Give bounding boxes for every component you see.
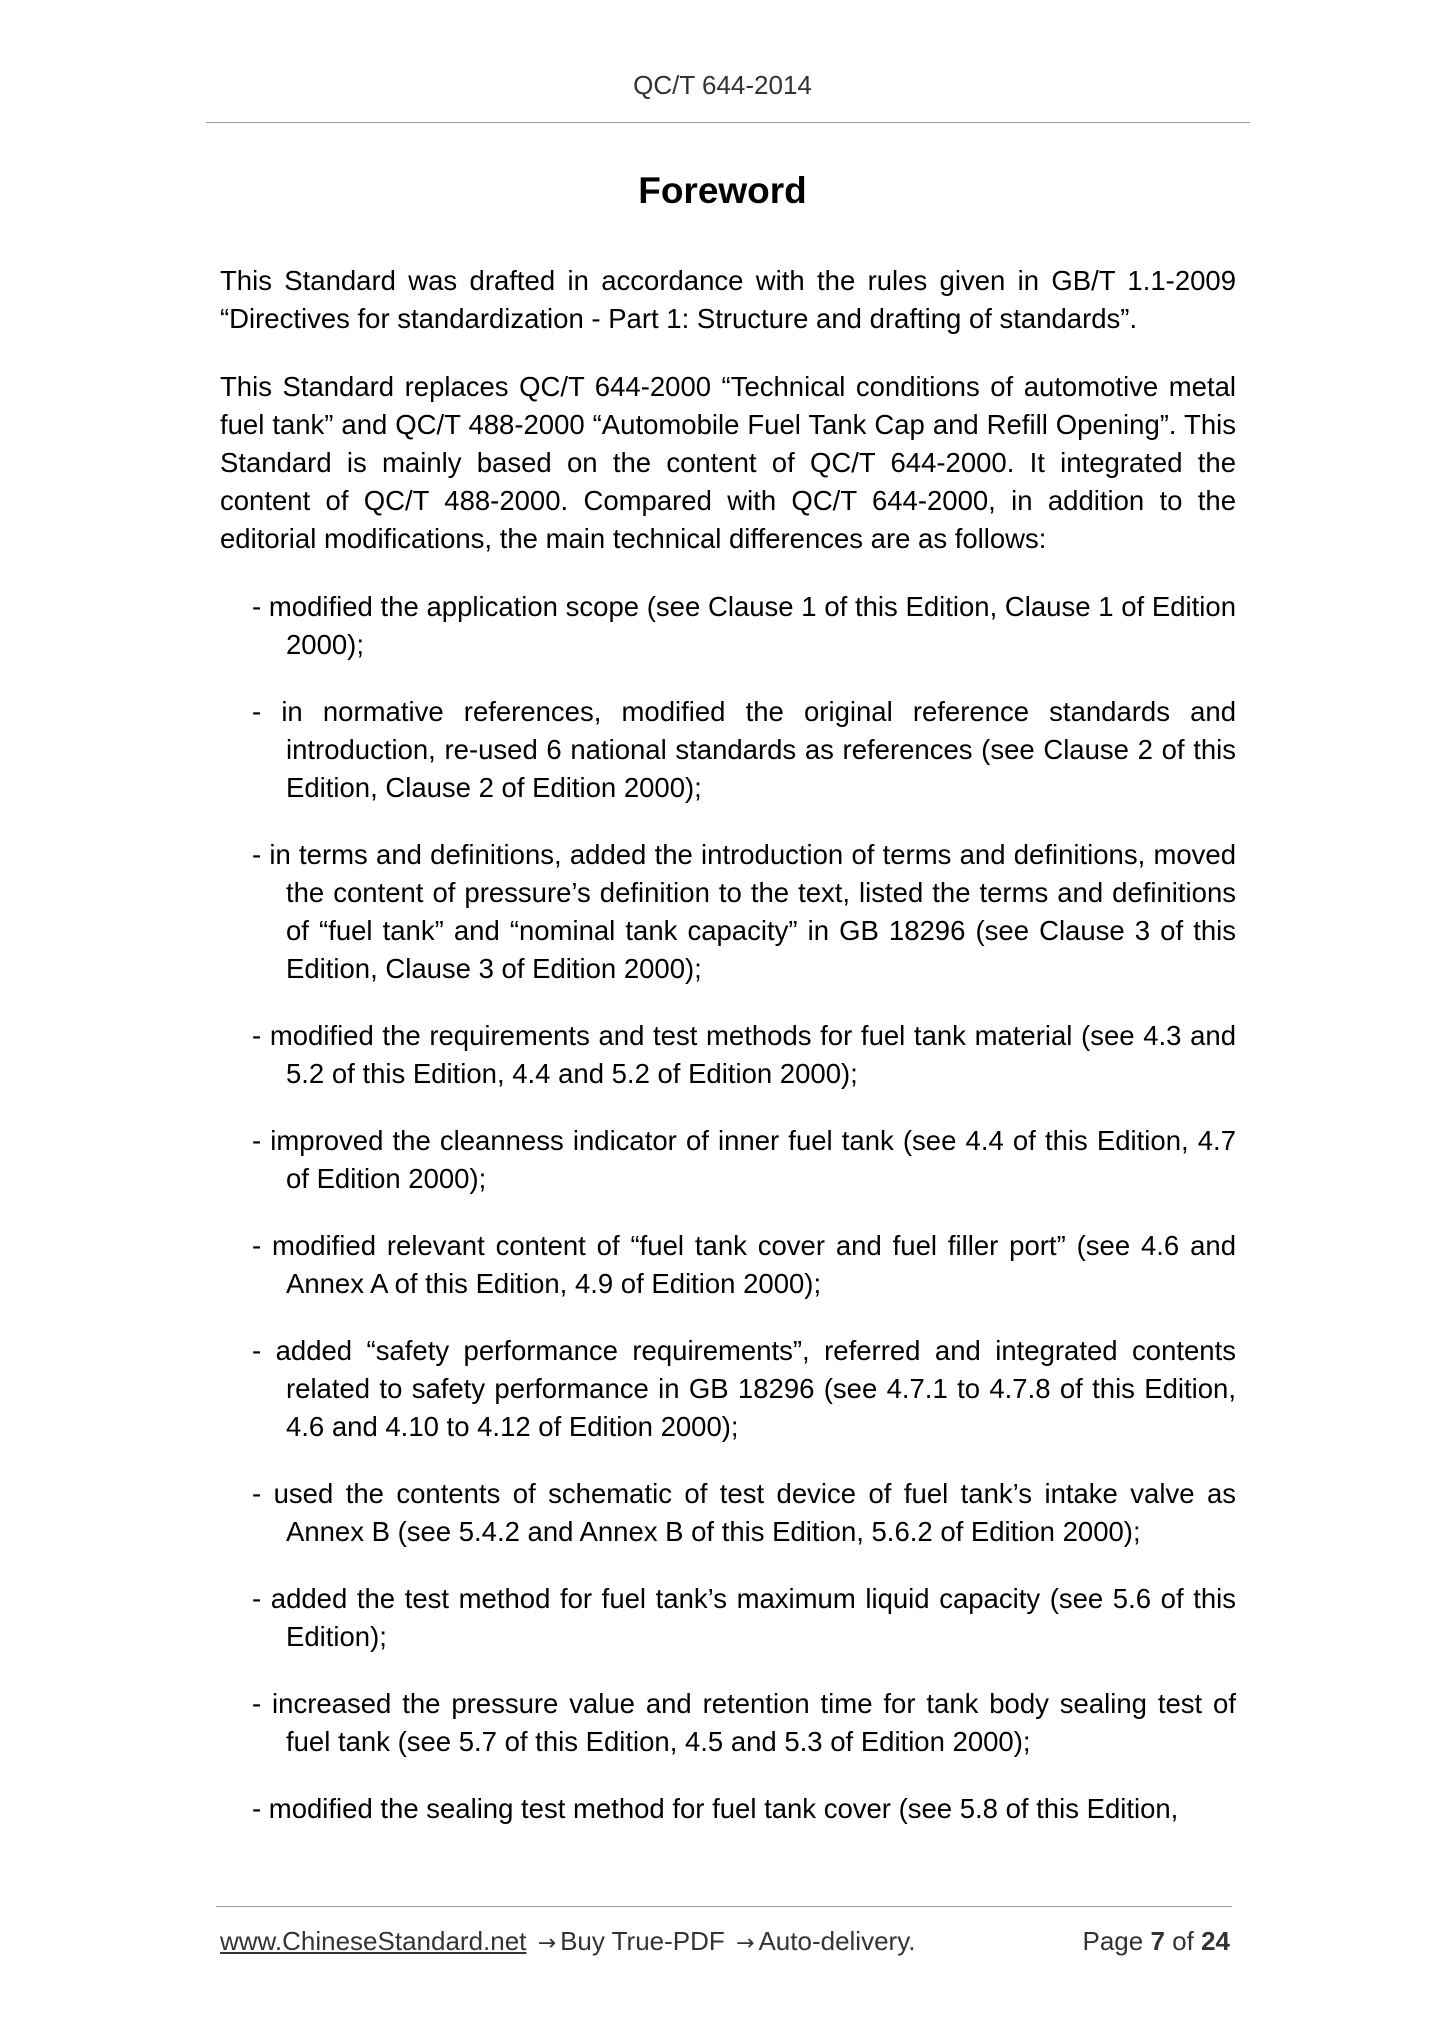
footer-promo — [220, 1926, 916, 1957]
page-counter — [1082, 1926, 1230, 1957]
current-page-number: 7 — [1150, 1926, 1165, 1956]
auto-delivery-text: Auto-delivery. — [758, 1926, 916, 1956]
list-item: - modified the requirements and test methods for fuel tank material (see 4.3 and 5.2 of this Edition, 4.4 and 5.2 of Edition 2000); — [252, 1020, 1236, 1089]
replacement-paragraph: This Standard replaces QC/T 644-2000 “Technical conditions of automotive metal fuel tank” and QC/T 488-2000 “Automobile Fuel Tank Cap and Refill Opening”. This Standard is mainly based on the content of QC/T 644-2000. It integrated the content of QC/T 488-2000. Compared with QC/T 644-2000, in addition to the editorial modifications, the main technical differences are as follows: — [220, 371, 1236, 554]
page-label: Page — [1082, 1926, 1144, 1956]
list-item: - modified the sealing test method for fuel tank cover (see 5.8 of this Edition, — [252, 1793, 1179, 1824]
technical-differences-list — [220, 588, 1236, 1828]
list-item: - increased the pressure value and retention time for tank body sealing test of fuel tank (see 5.7 of this Edition, 4.5 and 5.3 of Edition 2000); — [252, 1688, 1236, 1757]
total-pages-number: 24 — [1201, 1926, 1230, 1956]
page-title: Foreword — [638, 170, 807, 211]
list-item: - modified the application scope (see Clause 1 of this Edition, Clause 1 of Edition 2000); — [252, 591, 1236, 660]
document-code-header: QC/T 644-2014 — [633, 70, 812, 100]
intro-paragraph: This Standard was drafted in accordance with the rules given in GB/T 1.1-2009 “Directives for standardization - Part 1: Structure and drafting of standards”. — [220, 265, 1236, 334]
list-item: - in normative references, modified the original reference standards and introduction, re-used 6 national standards as references (see Clause 2 of this Edition, Clause 2 of Edition 2000); — [252, 696, 1236, 803]
list-item: - in terms and definitions, added the introduction of terms and definitions, moved the content of pressure’s definition to the text, listed the terms and definitions of “fuel tank” and “nominal tank capacity” in GB 18296 (see Clause 3 of this Edition, Clause 3 of Edition 2000); — [252, 839, 1236, 984]
buy-pdf-text: Buy True-PDF — [560, 1926, 725, 1956]
list-item: - added “safety performance requirements”, referred and integrated contents related to safety performance in GB 18296 (see 4.7.1 to 4.7.8 of this Edition, 4.6 and 4.10 to 4.12 of Edition 2000); — [252, 1335, 1236, 1442]
website-link[interactable]: www.ChineseStandard.net — [220, 1926, 527, 1956]
footer-divider — [216, 1906, 1232, 1907]
arrow-right-icon: → — [736, 1931, 755, 1956]
list-item: - used the contents of schematic of test device of fuel tank’s intake valve as Annex B (see 5.4.2 and Annex B of this Edition, 5.6.2 of Edition 2000); — [252, 1478, 1236, 1547]
list-item: - improved the cleanness indicator of inner fuel tank (see 4.4 of this Edition, 4.7 of Edition 2000); — [252, 1125, 1236, 1194]
list-item: - modified relevant content of “fuel tank cover and fuel filler port” (see 4.6 and Annex A of this Edition, 4.9 of Edition 2000); — [252, 1230, 1236, 1299]
list-item: - added the test method for fuel tank’s maximum liquid capacity (see 5.6 of this Edition); — [252, 1583, 1236, 1652]
header-divider — [206, 122, 1250, 123]
arrow-right-icon: → — [537, 1931, 557, 1956]
document-body — [220, 262, 1236, 1828]
page-of-label: of — [1172, 1926, 1194, 1956]
